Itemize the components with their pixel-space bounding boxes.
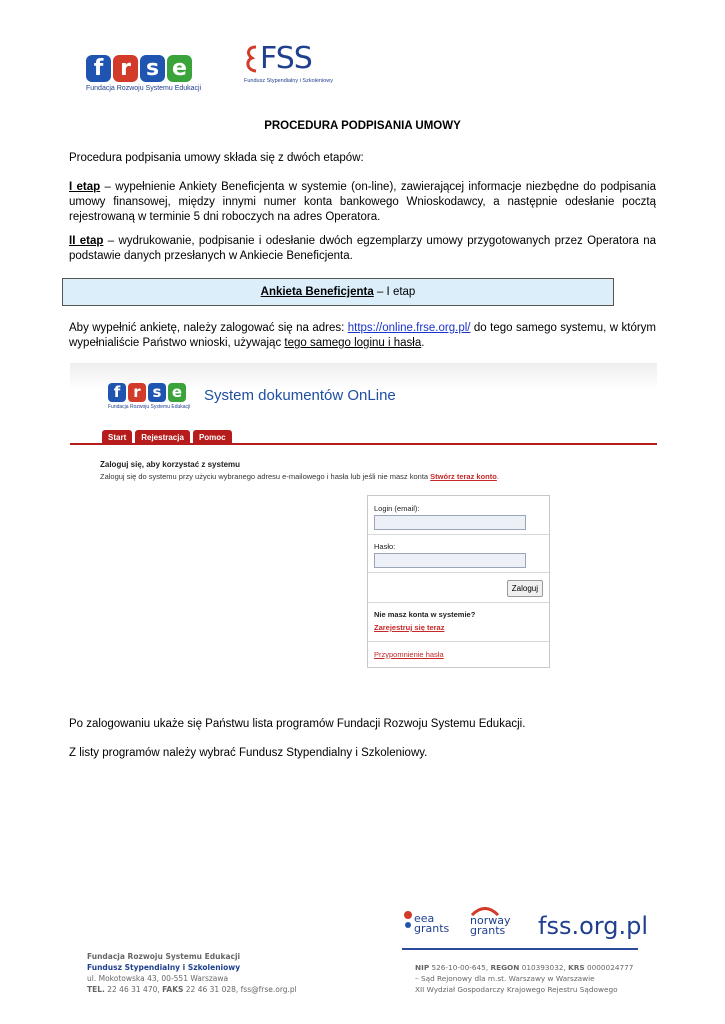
stage2-paragraph: [69, 234, 656, 264]
after-login-paragraph: Po zalogowaniu ukaże się Państwu lista programów Fundacji Rozwoju Systemu Edukacji.: [69, 718, 526, 730]
screenshot-letter-e: e: [168, 383, 186, 402]
footer-registry: [415, 962, 633, 995]
eea-grants-logo: [402, 905, 454, 941]
screenshot-letter-s: s: [148, 383, 166, 402]
fax-label: FAKS: [162, 985, 184, 994]
nav-tabs: [102, 430, 232, 444]
login-subtext-end: .: [496, 472, 499, 481]
password-input[interactable]: [374, 553, 526, 568]
footer-ids: [415, 962, 633, 973]
regon-value: 010393032,: [519, 963, 569, 972]
stage1-label: I etap: [69, 181, 101, 193]
tab-help[interactable]: Pomoc: [193, 430, 232, 444]
password-section: [368, 534, 549, 573]
login-text-3: .: [421, 337, 425, 349]
system-title: System dokumentów OnLine: [204, 387, 396, 404]
login-label: Login (email):: [374, 504, 420, 513]
create-account-link[interactable]: Stwórz teraz konto: [430, 472, 497, 481]
footer-org: Fundacja Rozwoju Systemu Edukacji: [87, 952, 241, 961]
norway-grants-text: norway grants: [470, 914, 511, 937]
tel-number: 22 46 31 470,: [104, 985, 163, 994]
login-section: [368, 496, 549, 535]
krs-label: KRS: [568, 963, 585, 972]
login-subtext-body: Zaloguj się do systemu przy użyciu wybranego adresu e-mailowego i hasła lub jeśli nie masz konta: [100, 472, 431, 481]
screenshot-letter-f: f: [108, 383, 126, 402]
fss-emblem-icon: [244, 44, 260, 74]
eea-grants-text: eea grants: [414, 912, 450, 935]
footer-court-1: – Sąd Rejonowy dla m.st. Warszawy w Warszawie: [415, 974, 595, 983]
stage2-text: – wydrukowanie, podpisanie i odesłanie dwóch egzemplarzy umowy przygotowanych przez Operatora na podstawie danych przesłanych w Ankiecie Beneficjenta.: [69, 235, 657, 262]
tab-divider: [70, 443, 657, 445]
fss-name: FSS: [260, 41, 312, 76]
frse-logo: [86, 55, 202, 95]
login-heading: Zaloguj się, aby korzystać z systemu: [100, 460, 241, 469]
stage2-label: II etap: [69, 235, 104, 247]
section-heading-highlight: Ankieta Beneficjenta: [260, 286, 374, 298]
login-text-1: Aby wypełnić ankietę, należy zalogować się na adres:: [69, 322, 348, 334]
footer-fund: Fundusz Stypendialny i Szkoleniowy: [87, 963, 241, 972]
password-reminder-link[interactable]: Przypomnienie hasła: [374, 650, 444, 659]
login-instructions: [69, 321, 656, 351]
register-link[interactable]: Zarejestruj się teraz: [374, 623, 445, 632]
system-screenshot: [70, 363, 657, 683]
tab-start[interactable]: Start: [102, 430, 132, 444]
no-account-text: Nie masz konta w systemie?: [374, 610, 476, 619]
screenshot-letter-r: r: [128, 383, 146, 402]
nip-value: 526-10-00-645,: [429, 963, 491, 972]
tel-label: TEL.: [87, 985, 105, 994]
eea-emblem-icon: [402, 909, 414, 937]
screenshot-frse-logo: [108, 383, 190, 410]
frse-letter-f: f: [86, 55, 111, 82]
footer-divider: [402, 948, 638, 950]
footer-contact: [87, 984, 297, 995]
frse-letters: [86, 55, 198, 82]
norway-grants-logo: [466, 906, 526, 942]
stage1-text: – wypełnienie Ankiety Beneficjenta w systemie (on-line), zawierającej informacje niezbędne do podpisania umowy finansowej, między innymi numer konta bankowego Wnioskodawcy, a następnie odesłanie pocztą rejestrowaną w terminie 5 dni roboczych na adres Operatora.: [69, 181, 656, 223]
footer-court-2: XII Wydział Gospodarczy Krajowego Rejestru Sądowego: [415, 985, 618, 994]
regon-label: REGON: [490, 963, 520, 972]
online-system-link[interactable]: https://online.frse.org.pl/: [347, 322, 471, 334]
frse-letter-s: s: [140, 55, 165, 82]
frse-letter-r: r: [113, 55, 138, 82]
same-login-note: tego samego loginu i hasła: [284, 337, 422, 349]
page-title: PROCEDURA PODPISANIA UMOWY: [264, 120, 461, 132]
intro-paragraph: Procedura podpisania umowy składa się z dwóch etapów:: [69, 152, 364, 164]
footer-address: [87, 951, 297, 995]
login-text-2: do tego samego systemu, w którym wypełnialiście Państwo wnioski, używając: [69, 322, 656, 349]
frse-tagline: Fundacja Rozwoju Systemu Edukacji: [86, 85, 202, 92]
website-address: fss.org.pl: [538, 912, 648, 940]
login-form: [367, 495, 550, 668]
section-heading-box: [62, 278, 614, 306]
login-email-input[interactable]: [374, 515, 526, 530]
fax-number: 22 46 31 028, fss@frse.org.pl: [183, 985, 297, 994]
tab-registration[interactable]: Rejestracja: [135, 430, 190, 444]
nip-label: NIP: [415, 963, 430, 972]
krs-value: 0000024777: [584, 963, 634, 972]
fss-logo: [244, 41, 334, 98]
fss-tagline: Fundusz Stypendialny i Szkoleniowy: [244, 78, 333, 84]
stage1-paragraph: [69, 180, 656, 225]
section-heading-rest: – I etap: [376, 286, 416, 298]
footer-street: ul. Mokotowska 43, 00-551 Warszawa: [87, 974, 229, 983]
select-program-paragraph: Z listy programów należy wybrać Fundusz Stypendialny i Szkoleniowy.: [69, 747, 428, 759]
password-label: Hasło:: [374, 542, 396, 551]
screenshot-frse-tagline: Fundacja Rozwoju Systemu Edukacji: [108, 404, 191, 410]
login-subtext: [100, 472, 499, 481]
screenshot-frse-letters: [108, 383, 190, 402]
login-button[interactable]: Zaloguj: [507, 580, 543, 597]
frse-letter-e: e: [167, 55, 192, 82]
